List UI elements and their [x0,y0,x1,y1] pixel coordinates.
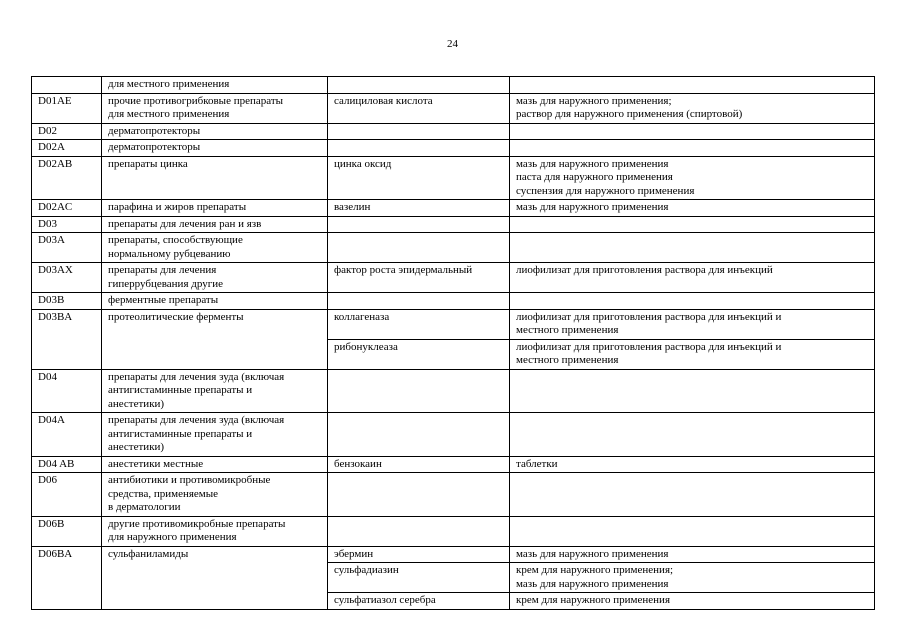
group-name-cell: препараты для лечения ран и язв [102,216,328,233]
group-name-cell: дерматопротекторы [102,140,328,157]
substance-cell [328,233,510,263]
form-cell: крем для наружного применения; мазь для наружного применения [510,563,875,593]
form-cell: мазь для наружного применения [510,546,875,563]
substance-cell: фактор роста эпидермальный [328,263,510,293]
table-row [32,413,875,457]
atc-code-cell [32,77,102,94]
atc-code-cell: D03BA [32,309,102,369]
atc-code-cell: D06B [32,516,102,546]
group-name-cell: ферментные препараты [102,293,328,310]
table-row [32,293,875,310]
table-row [32,233,875,263]
table-row [32,546,875,563]
group-name-cell: препараты для лечения гиперрубцевания другие [102,263,328,293]
form-cell [510,293,875,310]
atc-code-cell: D01AE [32,93,102,123]
group-name-cell: для местного применения [102,77,328,94]
substance-cell: салициловая кислота [328,93,510,123]
substance-cell: бензокаин [328,456,510,473]
atc-code-cell: D04 AB [32,456,102,473]
atc-code-cell: D03 [32,216,102,233]
substance-cell [328,369,510,413]
form-cell: лиофилизат для приготовления раствора для инъекций и местного применения [510,339,875,369]
table-row [32,140,875,157]
table-row [32,369,875,413]
table-row [32,156,875,200]
substance-cell [328,473,510,517]
substance-cell: вазелин [328,200,510,217]
table-row [32,93,875,123]
form-cell: мазь для наружного применения паста для наружного применения суспензия для наружного применения [510,156,875,200]
table-row [32,473,875,517]
form-cell [510,516,875,546]
atc-code-cell: D03A [32,233,102,263]
form-cell [510,413,875,457]
group-name-cell: парафина и жиров препараты [102,200,328,217]
atc-code-cell: D06 [32,473,102,517]
form-cell: лиофилизат для приготовления раствора для инъекций [510,263,875,293]
drug-table [31,76,875,610]
substance-cell: эбермин [328,546,510,563]
form-cell [510,77,875,94]
table-row [32,123,875,140]
atc-code-cell: D02A [32,140,102,157]
group-name-cell: другие противомикробные препараты для наружного применения [102,516,328,546]
substance-cell: коллагеназа [328,309,510,339]
form-cell [510,123,875,140]
page-number: 24 [447,38,458,50]
atc-code-cell: D04A [32,413,102,457]
atc-code-cell: D02AC [32,200,102,217]
substance-cell [328,516,510,546]
form-cell: мазь для наружного применения; раствор для наружного применения (спиртовой) [510,93,875,123]
substance-cell: сульфатиазол серебра [328,593,510,610]
group-name-cell: прочие противогрибковые препараты для местного применения [102,93,328,123]
table-row [32,263,875,293]
substance-cell [328,123,510,140]
form-cell [510,216,875,233]
table-row [32,216,875,233]
group-name-cell: препараты цинка [102,156,328,200]
atc-code-cell: D03AX [32,263,102,293]
atc-code-cell: D04 [32,369,102,413]
substance-cell: сульфадиазин [328,563,510,593]
group-name-cell: сульфаниламиды [102,546,328,609]
group-name-cell: анестетики местные [102,456,328,473]
table-row [32,456,875,473]
form-cell: крем для наружного применения [510,593,875,610]
group-name-cell: препараты для лечения зуда (включая антигистаминные препараты и анестетики) [102,413,328,457]
substance-cell [328,413,510,457]
form-cell: мазь для наружного применения [510,200,875,217]
form-cell: таблетки [510,456,875,473]
table-body [32,77,875,610]
form-cell [510,233,875,263]
atc-code-cell: D02AB [32,156,102,200]
group-name-cell: препараты, способствующие нормальному рубцеванию [102,233,328,263]
table-row [32,309,875,339]
table-row [32,516,875,546]
table-row [32,200,875,217]
atc-code-cell: D02 [32,123,102,140]
table-row [32,77,875,94]
substance-cell [328,293,510,310]
substance-cell: цинка оксид [328,156,510,200]
substance-cell [328,216,510,233]
group-name-cell: препараты для лечения зуда (включая антигистаминные препараты и анестетики) [102,369,328,413]
substance-cell: рибонуклеаза [328,339,510,369]
form-cell [510,140,875,157]
atc-code-cell: D06BA [32,546,102,609]
group-name-cell: дерматопротекторы [102,123,328,140]
substance-cell [328,77,510,94]
form-cell: лиофилизат для приготовления раствора для инъекций и местного применения [510,309,875,339]
atc-code-cell: D03B [32,293,102,310]
group-name-cell: антибиотики и противомикробные средства, применяемые в дерматологии [102,473,328,517]
form-cell [510,473,875,517]
form-cell [510,369,875,413]
substance-cell [328,140,510,157]
group-name-cell: протеолитические ферменты [102,309,328,369]
